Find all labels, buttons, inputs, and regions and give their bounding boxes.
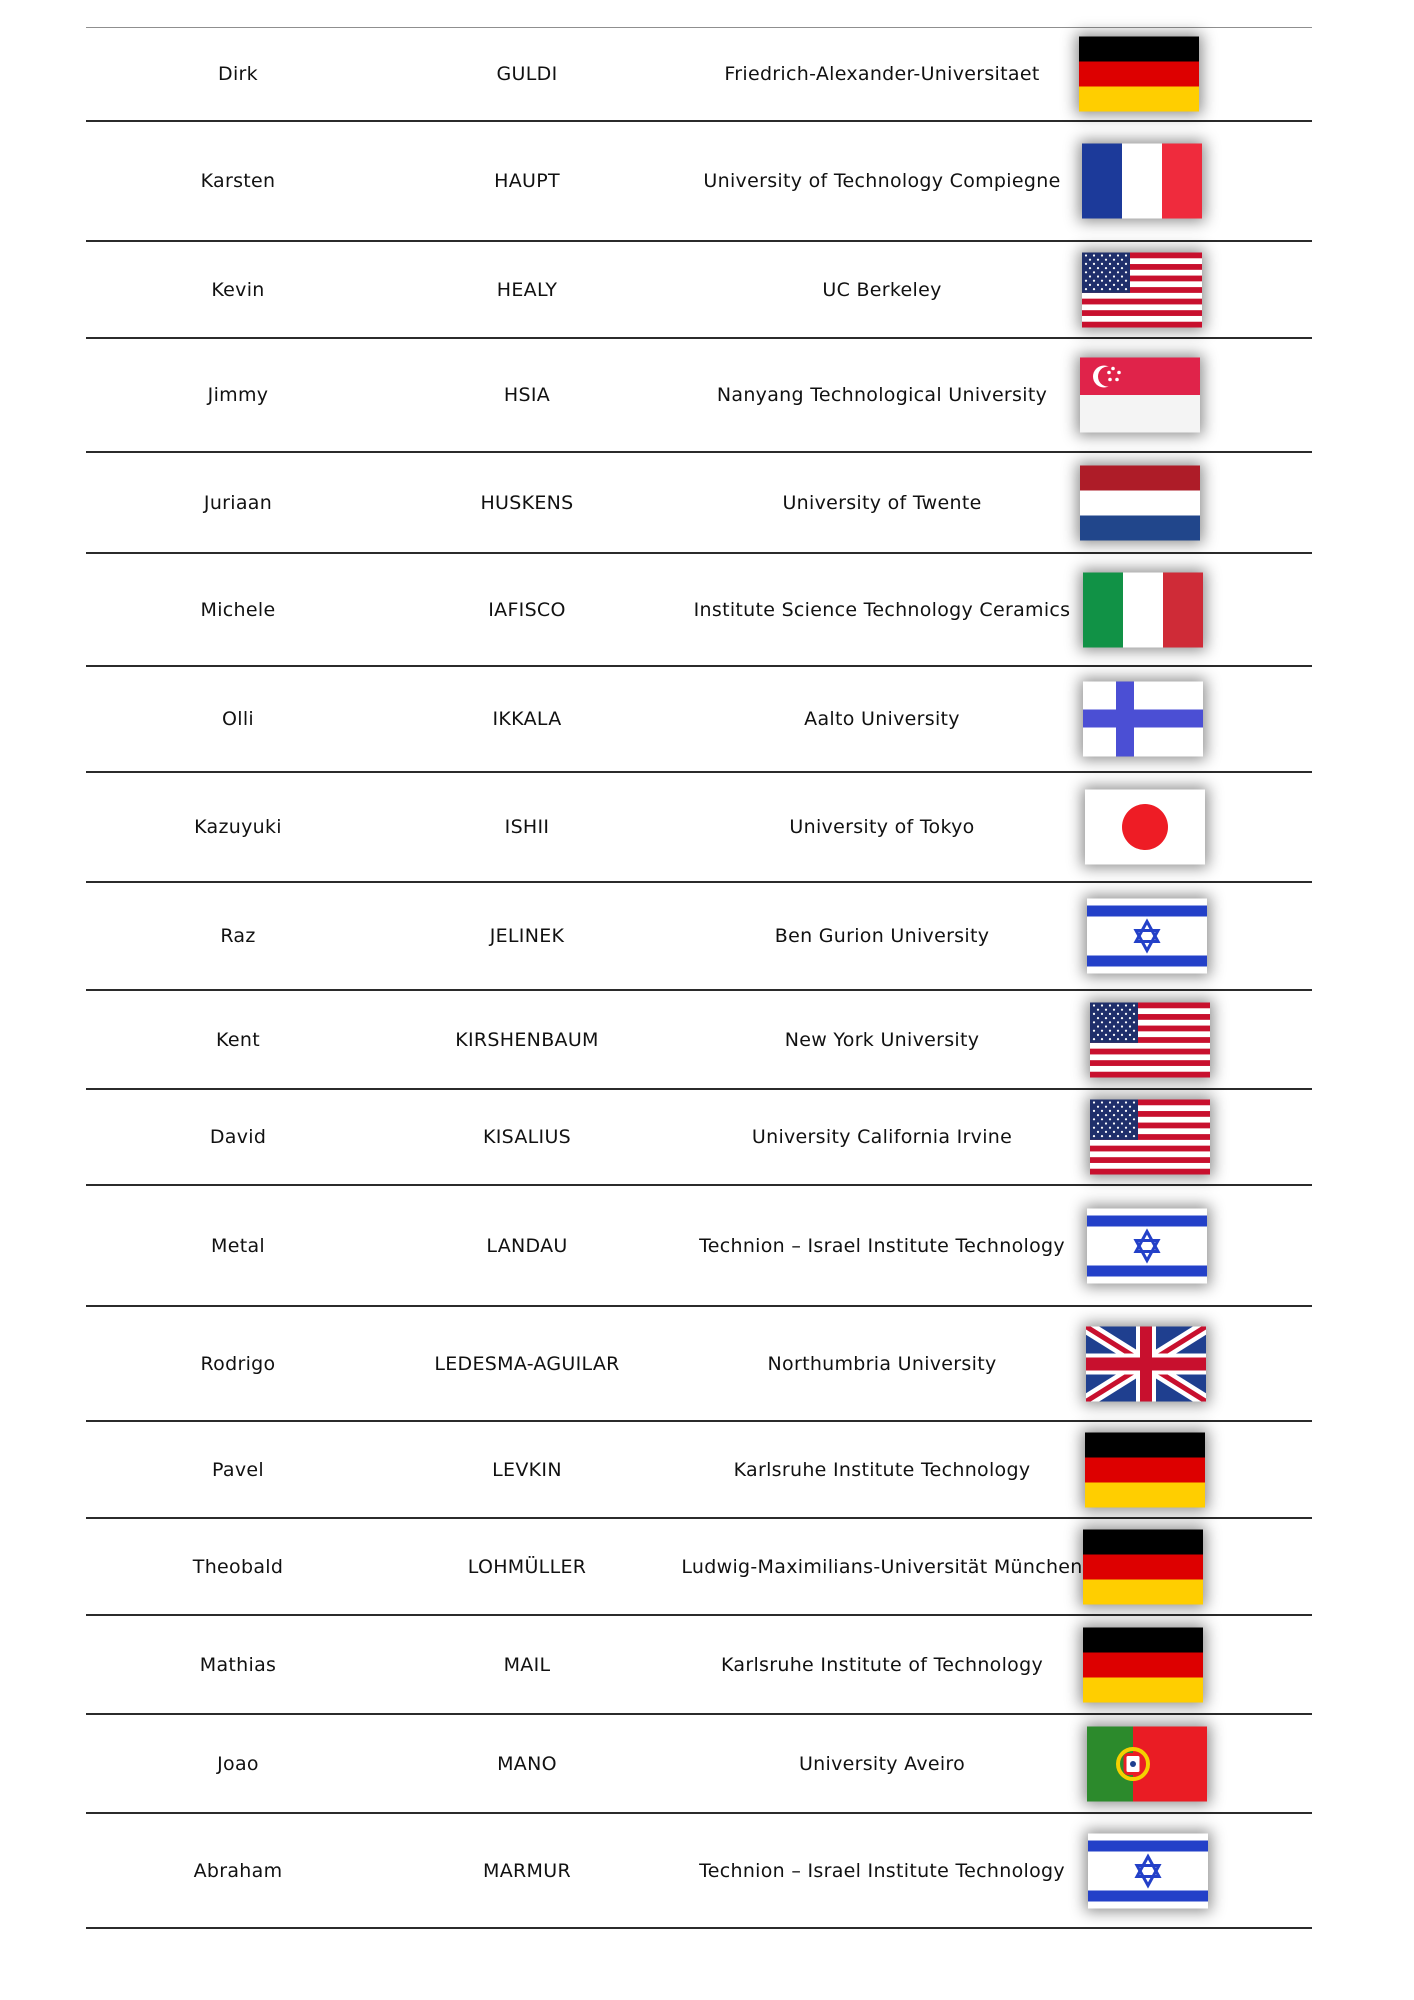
last-name-cell: HAUPT: [494, 170, 560, 192]
table-row: [86, 991, 1312, 1090]
table-row: [86, 554, 1312, 667]
first-name-cell: Dirk: [218, 63, 258, 85]
table-row: [86, 1307, 1312, 1422]
germany-flag-icon: [1083, 1529, 1203, 1604]
institution-cell: Karlsruhe Institute Technology: [733, 1458, 1031, 1481]
netherlands-flag-icon: [1080, 465, 1200, 540]
institution-cell: University Aveiro: [798, 1752, 966, 1775]
last-name-cell: KISALIUS: [482, 1126, 572, 1148]
last-name-cell: KIRSHENBAUM: [455, 1028, 599, 1051]
first-name-cell: Jimmy: [207, 384, 269, 406]
table-row: [86, 1519, 1312, 1616]
first-name-cell: Theobald: [192, 1555, 284, 1578]
institution-cell: UC Berkeley: [822, 278, 942, 301]
first-name-cell: Michele: [200, 598, 276, 621]
first-name-cell: Kazuyuki: [194, 816, 282, 838]
table-row: [86, 773, 1312, 883]
table-row: [86, 667, 1312, 773]
first-name-cell: Raz: [220, 925, 256, 947]
first-name-cell: Kent: [216, 1028, 260, 1051]
institution-cell: Aalto University: [804, 708, 960, 730]
france-flag-icon: [1082, 144, 1202, 219]
table-row: [86, 122, 1312, 242]
singapore-flag-icon: [1080, 358, 1200, 433]
table-row: [86, 883, 1312, 991]
institution-cell: Friedrich-Alexander-Universitaet: [724, 63, 1040, 85]
portugal-flag-icon: [1087, 1726, 1207, 1801]
first-name-cell: Olli: [222, 708, 254, 730]
table-row: [86, 1422, 1312, 1519]
first-name-cell: Mathias: [199, 1653, 277, 1676]
usa-flag-icon: [1090, 1002, 1210, 1077]
first-name-cell: Karsten: [200, 170, 276, 192]
germany-flag-icon: [1085, 1432, 1205, 1507]
germany-flag-icon: [1083, 1627, 1203, 1702]
table-row: [86, 453, 1312, 554]
first-name-cell: Pavel: [212, 1458, 264, 1481]
table-row: [86, 339, 1312, 453]
institution-cell: Technion – Israel Institute Technology: [699, 1859, 1065, 1882]
last-name-cell: ISHII: [504, 816, 550, 838]
institution-cell: Nanyang Technological University: [716, 384, 1048, 406]
last-name-cell: IKKALA: [492, 708, 562, 730]
uk-flag-icon: [1086, 1326, 1206, 1401]
first-name-cell: David: [209, 1126, 267, 1148]
israel-flag-icon: [1088, 1833, 1208, 1908]
first-name-cell: Metal: [211, 1234, 265, 1257]
usa-flag-icon: [1082, 252, 1202, 327]
usa-flag-icon: [1090, 1100, 1210, 1175]
institution-cell: University of Twente: [782, 491, 982, 514]
table-row: [86, 1186, 1312, 1307]
last-name-cell: LOHMÜLLER: [467, 1555, 587, 1578]
finland-flag-icon: [1083, 682, 1203, 757]
table-row: [86, 242, 1312, 339]
first-name-cell: Abraham: [193, 1859, 283, 1882]
last-name-cell: LANDAU: [486, 1234, 568, 1257]
table-row: [86, 28, 1312, 122]
institution-cell: New York University: [784, 1028, 980, 1051]
first-name-cell: Rodrigo: [200, 1352, 276, 1375]
table-row: [86, 1616, 1312, 1715]
japan-flag-icon: [1085, 790, 1205, 865]
institution-cell: University of Technology Compiegne: [703, 170, 1061, 192]
last-name-cell: LEVKIN: [492, 1458, 562, 1481]
institution-cell: Ben Gurion University: [774, 925, 990, 947]
institution-cell: Technion – Israel Institute Technology: [699, 1234, 1065, 1257]
germany-flag-icon: [1079, 37, 1199, 112]
first-name-cell: Juriaan: [203, 491, 273, 514]
institution-cell: University of Tokyo: [789, 816, 975, 838]
last-name-cell: JELINEK: [489, 925, 565, 947]
institution-cell: Karlsruhe Institute of Technology: [720, 1653, 1044, 1676]
last-name-cell: HSIA: [503, 384, 551, 406]
participants-table: [86, 27, 1312, 1929]
last-name-cell: MAIL: [503, 1653, 551, 1676]
italy-flag-icon: [1083, 572, 1203, 647]
last-name-cell: IAFISCO: [488, 598, 566, 621]
last-name-cell: MANO: [497, 1752, 557, 1775]
first-name-cell: Kevin: [211, 278, 265, 301]
last-name-cell: MARMUR: [483, 1859, 571, 1882]
table-row: [86, 1814, 1312, 1929]
institution-cell: Ludwig-Maximilians-Universität München: [681, 1555, 1083, 1578]
first-name-cell: Joao: [217, 1752, 259, 1775]
last-name-cell: HUSKENS: [480, 491, 574, 514]
institution-cell: University California Irvine: [751, 1126, 1013, 1148]
israel-flag-icon: [1087, 899, 1207, 974]
last-name-cell: HEALY: [496, 278, 558, 301]
table-row: [86, 1090, 1312, 1186]
last-name-cell: LEDESMA-AGUILAR: [434, 1352, 620, 1375]
institution-cell: Institute Science Technology Ceramics: [693, 598, 1071, 621]
institution-cell: Northumbria University: [767, 1352, 997, 1375]
last-name-cell: GULDI: [496, 63, 558, 85]
israel-flag-icon: [1087, 1208, 1207, 1283]
table-row: [86, 1715, 1312, 1814]
